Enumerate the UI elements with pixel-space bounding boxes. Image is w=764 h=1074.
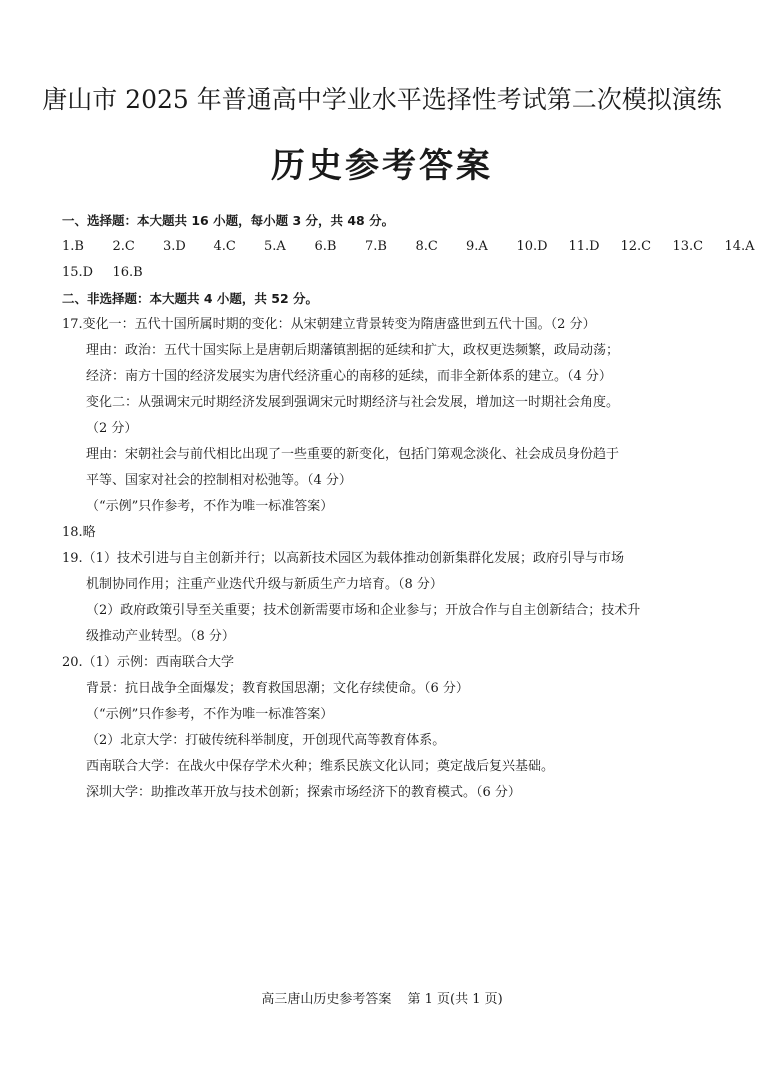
- answer-line: （2 分）: [86, 421, 138, 436]
- mc-answer: 10.D: [516, 239, 548, 254]
- mc-answer: 14.A: [724, 239, 755, 254]
- mc-answer: 9.A: [466, 239, 488, 254]
- mc-answer: 3.D: [163, 239, 186, 254]
- answer-line: （2）政府政策引导至关重要；技术创新需要市场和企业参与；开放合作与自主创新结合；技术升: [86, 603, 641, 618]
- answer-line: 深圳大学：助推改革开放与技术创新；探索市场经济下的教育模式。（6 分）: [86, 785, 521, 800]
- answer-line: 变化二：从强调宋元时期经济发展到强调宋元时期经济与社会发展，增加这一时期社会角度。: [86, 395, 620, 410]
- document-title: 历史参考答案: [271, 146, 493, 186]
- answer-line-q20: 20.（1）示例：西南联合大学: [62, 655, 234, 670]
- answer-line: 级推动产业转型。（8 分）: [86, 629, 235, 644]
- answer-line: （2）北京大学：打破传统科举制度，开创现代高等教育体系。: [86, 733, 446, 748]
- mc-answers-row-1: [62, 234, 755, 260]
- mc-answer: 4.C: [213, 239, 236, 254]
- footer-page-number: 第 1 页(共 1 页): [407, 992, 503, 1007]
- mc-answer: 16.B: [112, 265, 143, 280]
- section-heading-non-multiple-choice: 二、非选择题：本大题共 4 小题，共 52 分。: [62, 291, 319, 306]
- section-heading-multiple-choice: 一、选择题：本大题共 16 小题，每小题 3 分，共 48 分。: [62, 213, 395, 228]
- mc-answer: 15.D: [62, 265, 94, 280]
- mc-answer: 7.B: [365, 239, 387, 254]
- answer-line-note: （“示例”只作参考，不作为唯一标准答案）: [86, 707, 334, 722]
- answer-line-q18: 18.略: [62, 525, 96, 540]
- footer-document-label: 高三唐山历史参考答案: [261, 992, 392, 1007]
- mc-answer: 1.B: [62, 239, 84, 254]
- mc-answer: 8.C: [415, 239, 438, 254]
- mc-answer: 12.C: [620, 239, 652, 254]
- answer-line-q19: 19.（1）技术引进与自主创新并行；以高新技术园区为载体推动创新集群化发展；政府引导与市场: [62, 551, 624, 566]
- answer-line: 背景：抗日战争全面爆发；教育救国思潮；文化存续使命。（6 分）: [86, 681, 469, 696]
- answer-line: 理由：宋朝社会与前代相比出现了一些重要的新变化，包括门第观念淡化、社会成员身份趋于: [86, 447, 620, 462]
- mc-answer: 5.A: [264, 239, 286, 254]
- answer-line: 西南联合大学：在战火中保存学术火种；维系民族文化认同；奠定战后复兴基础。: [86, 759, 555, 774]
- answer-line: 理由：政治：五代十国实际上是唐朝后期藩镇割据的延续和扩大，政权更迭频繁，政局动荡；: [86, 343, 620, 358]
- mc-answers-row-2: [62, 260, 712, 286]
- answer-content: [62, 208, 755, 806]
- answer-line-q17: 17.变化一：五代十国所属时期的变化：从宋朝建立背景转变为隋唐盛世到五代十国。（2 分）: [62, 317, 596, 332]
- exam-title: 唐山市 2025 年普通高中学业水平选择性考试第二次模拟演练: [42, 85, 722, 114]
- answer-line-note: （“示例”只作参考，不作为唯一标准答案）: [86, 499, 334, 514]
- mc-answer: 6.B: [314, 239, 337, 254]
- answer-line: 机制协同作用；注重产业迭代升级与新质生产力培育。（8 分）: [86, 577, 443, 592]
- page-footer: [0, 988, 764, 1007]
- mc-answer: 11.D: [568, 239, 600, 254]
- mc-answer: 13.C: [672, 239, 704, 254]
- mc-answer: 2.C: [112, 239, 135, 254]
- answer-line: 平等、国家对社会的控制相对松弛等。（4 分）: [86, 473, 352, 488]
- answer-line: 经济：南方十国的经济发展实为唐代经济重心的南移的延续，而非全新体系的建立。（4 分）: [86, 369, 612, 384]
